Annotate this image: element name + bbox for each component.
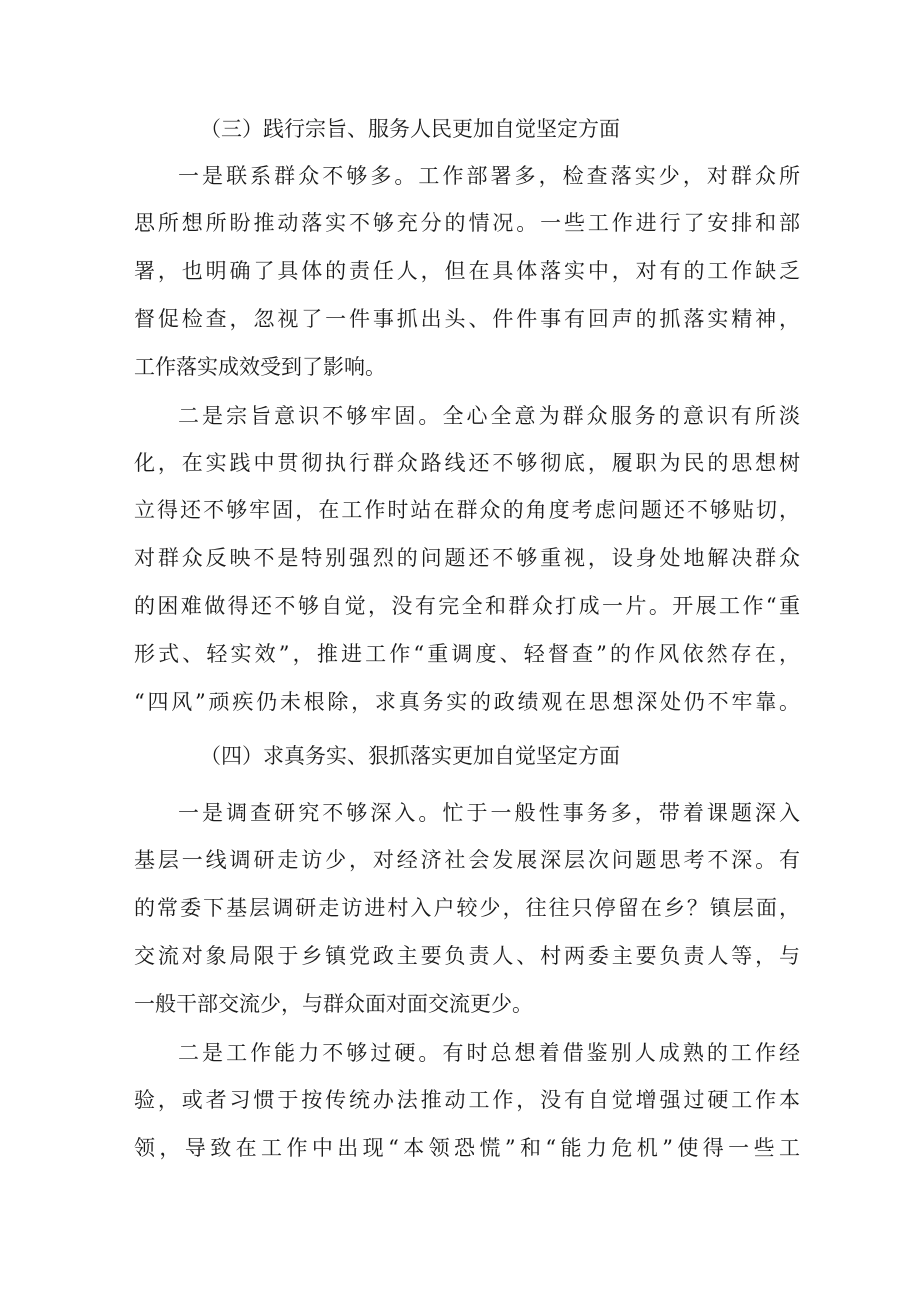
paragraph-line: 立得还不够牢固，在工作时站在群众的角度考虑问题还不够贴切， bbox=[134, 498, 800, 522]
paragraph-line: 的常委下基层调研走访进村入户较少，往往只停留在乡？镇层面， bbox=[134, 896, 800, 920]
paragraph-line: 的困难做得还不够自觉，没有完全和群众打成一片。开展工作“重 bbox=[134, 594, 800, 618]
paragraph-line: 验，或者习惯于按传统办法推动工作，没有自觉增强过硬工作本 bbox=[134, 1088, 800, 1112]
paragraph-line: 一是联系群众不够多。工作部署多，检查落实少，对群众所 bbox=[178, 164, 800, 188]
paragraph-line: 对群众反映不是特别强烈的问题还不够重视，设身处地解决群众 bbox=[134, 546, 800, 570]
paragraph-line: “四风”顽疾仍未根除，求真务实的政绩观在思想深处仍不牢靠。 bbox=[134, 690, 800, 714]
paragraph-line: 化，在实践中贯彻执行群众路线还不够彻底，履职为民的思想树 bbox=[134, 451, 800, 475]
paragraph-line: 基层一线调研走访少，对经济社会发展深层次问题思考不深。有 bbox=[134, 848, 800, 872]
paragraph-line: 一般干部交流少，与群众面对面交流更少。 bbox=[134, 992, 533, 1016]
paragraph-line: 领，导致在工作中出现“本领恐慌”和“能力危机”使得一些工 bbox=[134, 1136, 800, 1160]
paragraph-line: 督促检查，忽视了一件事抓出头、件件事有回声的抓落实精神， bbox=[134, 307, 800, 331]
paragraph-line: 一是调查研究不够深入。忙于一般性事务多，带着课题深入 bbox=[178, 801, 800, 825]
paragraph-line: 交流对象局限于乡镇党政主要负责人、村两委主要负责人等，与 bbox=[134, 944, 800, 968]
paragraph-line: 思所想所盼推动落实不够充分的情况。一些工作进行了安排和部 bbox=[134, 211, 800, 235]
section-heading-4: （四）求真务实、狠抓落实更加自觉坚定方面 bbox=[200, 744, 620, 768]
paragraph-line: 署，也明确了具体的责任人，但在具体落实中，对有的工作缺乏 bbox=[134, 259, 800, 283]
paragraph-line: 形式、轻实效”，推进工作“重调度、轻督查”的作风依然存在， bbox=[134, 642, 800, 666]
section-heading-3: （三）践行宗旨、服务人民更加自觉坚定方面 bbox=[200, 117, 620, 141]
paragraph-line: 工作落实成效受到了影响。 bbox=[134, 355, 386, 379]
paragraph-line: 二是工作能力不够过硬。有时总想着借鉴别人成熟的工作经 bbox=[178, 1041, 800, 1065]
paragraph-line: 二是宗旨意识不够牢固。全心全意为群众服务的意识有所淡 bbox=[178, 404, 800, 428]
